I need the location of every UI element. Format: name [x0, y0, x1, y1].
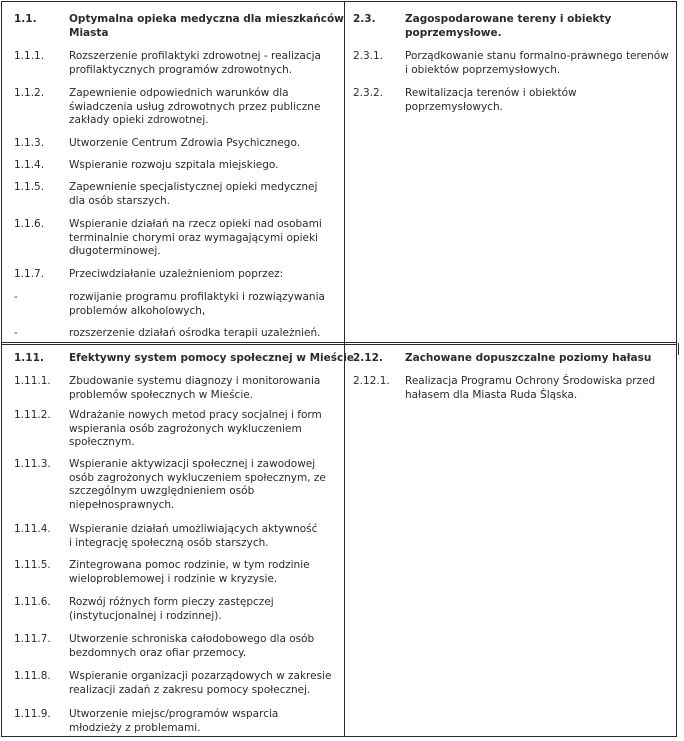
- section-number: 2.12.: [353, 352, 383, 364]
- section-number: 1.1.: [14, 13, 37, 25]
- section-title: Optymalna opieka medyczna dla mieszkańców Miasta: [69, 13, 344, 39]
- section-title: Zachowane dopuszczalne poziomy hałasu: [405, 352, 652, 364]
- cell-section-2-3: 2.3. Zagospodarowane tereny i obiekty poprzemysłowe. 2.3.1. Porządkowanie stanu formalno-prawnego terenów i obiektów poprzemysłowych. 2.3.2. Rewitalizacja terenów i obiektów poprzemysłowych.: [353, 13, 669, 113]
- cell-section-2-12: 2.12. Zachowane dopuszczalne poziomy hałasu 2.12.1. Realizacja Programu Ochrony Środowiska przed hałasem dla Miasta Ruda Śląska.: [353, 352, 656, 401]
- cell-section-1-11: 1.11. Efektywny system pomocy społecznej w Mieście 1.11.1. Zbudowanie systemu diagnozy i monitorowania problemów społecznych w Mieście. 1.11.2. Wdrażanie nowych metod pracy socjalnej i form wspierania osób zagrożonych wykluczeniem społecznym. 1.11.3. Wspieranie aktywizacji społecznej i zawodowej osób zagrożonych wykluczeniem społecznym, ze szczególnym uwzględnieniem osób niepełnosprawnych. 1.11.4. Wspieranie działań umożliwiających aktywność i integrację społeczną osób starszych. 1.11.5. Zintegrowana pomoc rodzinie, w tym rodzinie wieloproblemowej i rodzinie w kryzysie. 1.11.6. Rozwój różnych form pieczy zastępczej (instytucjonalnej i rodzinnej). 1.11.7. Utworzenie schroniska całodobowego dla osób bezdomnych oraz ofiar przemocy. 1.11.8. Wspieranie organizacji pozarządowych w zakresie realizacji zadań z zakresu pomocy społecznej. 1.11.9. Utworzenie miejsc/programów wsparcia młodzieży z problemami.: [14, 352, 354, 734]
- section-title: Zagospodarowane tereny i obiekty poprzemysłowe.: [405, 13, 612, 39]
- section-title: Efektywny system pomocy społecznej w Mieście: [69, 352, 354, 364]
- text-cursor: [678, 343, 679, 355]
- section-number: 1.11.: [14, 352, 44, 364]
- column-divider: [344, 1, 345, 737]
- section-number: 2.3.: [353, 13, 376, 25]
- cell-section-1-1: 1.1. Optymalna opieka medyczna dla mieszkańców Miasta 1.1.1. Rozszerzenie profilaktyki zdrowotnej - realizacja profilaktycznych programów zdrowotnych. 1.1.2. Zapewnienie odpowiednich warunków dla świadczenia usług zdrowotnych przez publiczne zakłady opieki zdrowotnej. 1.1.3. Utworzenie Centrum Zdrowia Psychicznego. 1.1.4. Wspieranie rozwoju szpitala miejskiego. 1.1.5. Zapewnienie specjalistycznej opieki medycznej dla osób starszych. 1.1.6. Wspieranie działań na rzecz opieki nad osobami terminalnie chorymi oraz wymagającymi opieki długoterminowej. 1.1.7. Przeciwdziałanie uzależnieniom poprzez: - rozwijanie programu profilaktyki i rozwiązywania problemów alkoholowych, - rozszerzenie działań ośrodka terapii uzależnień.: [14, 13, 344, 339]
- row-divider-double: [1, 344, 677, 345]
